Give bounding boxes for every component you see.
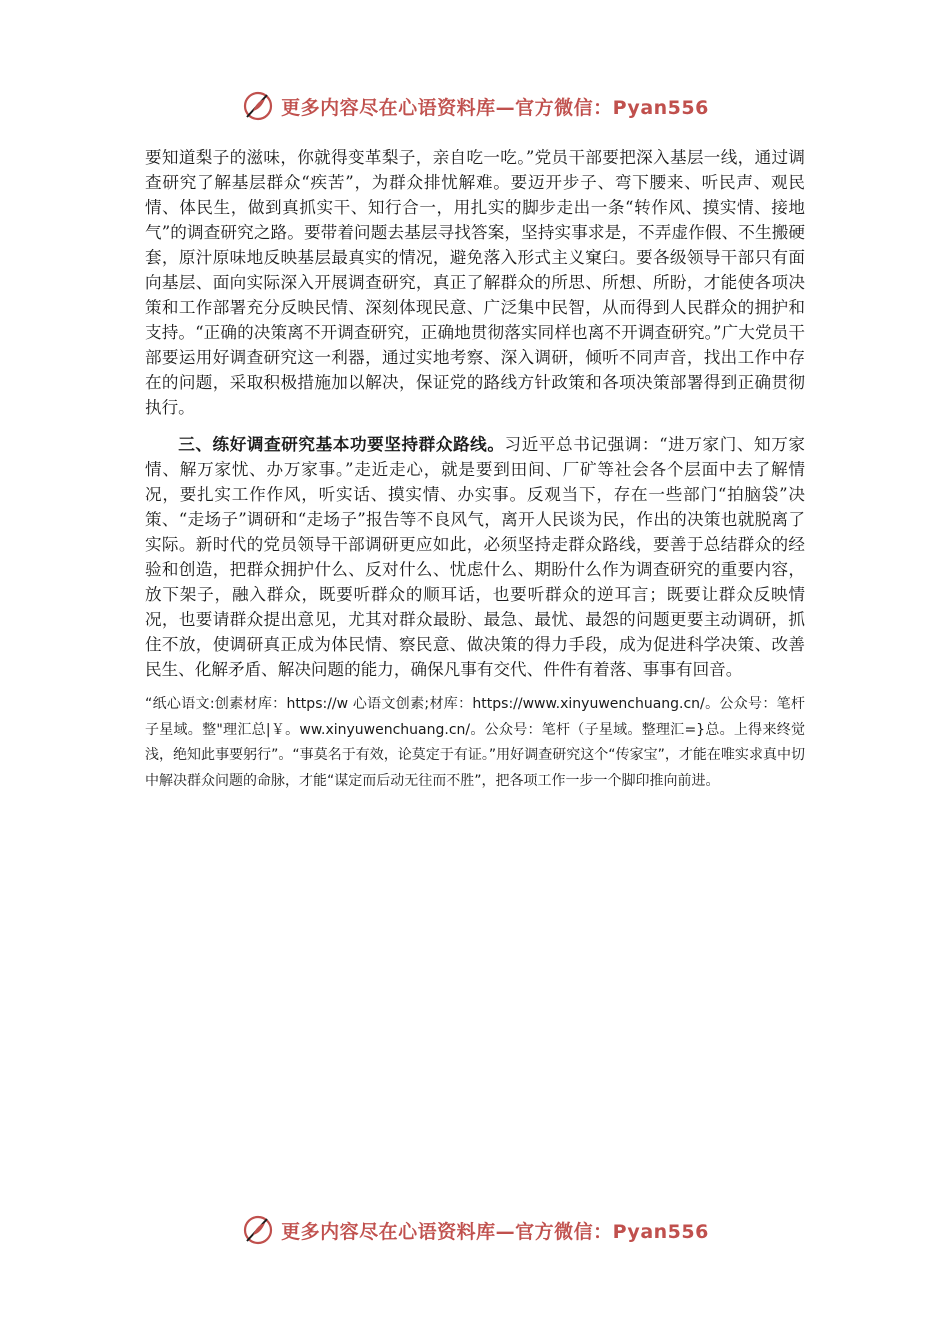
document-body: [145, 145, 805, 794]
source-note: “纸心语文:创素材库：https://w 心语文创素;材库：https://www.xinyuwenchuang.cn/。公众号：笔杆子星域。整"理汇总|￥。ww.xinyuwenchuang.cn/。公众号：笔杆（子星域。整理汇=}总。上得来终觉浅，绝知此事要躬行”。“事莫名于有效，论莫定于有证。”用好调查研究这个“传家宝”，才能在唯实求真中切中解决群众问题的命脉，才能“谋定而后动无往而不胜”，把各项工作一步一个脚印推向前进。: [145, 696, 805, 789]
feather-logo-icon: [241, 1213, 275, 1247]
section-heading: 三、练好调查研究基本功要坚持群众路线。: [178, 435, 505, 454]
paragraph-2: [145, 432, 805, 682]
banner-text: 更多内容尽在心语资料库—官方微信：Pyan556: [281, 96, 709, 119]
paragraph-1: 要知道梨子的滋味，你就得变革梨子，亲自吃一吃。”党员干部要把深入基层一线，通过调查研究了解基层群众“疾苦”，为群众排忧解难。要迈开步子、弯下腰来、听民声、观民情、体民生，做到真抓实干、知行合一，用扎实的脚步走出一条“转作风、摸实情、接地气”的调查研究之路。要带着问题去基层寻找答案，坚持实事求是，不弄虚作假、不生搬硬套，原汁原味地反映基层最真实的情况，避免落入形式主义窠臼。要各级领导干部只有面向基层、面向实际深入开展调查研究，真正了解群众的所思、所想、所盼，才能使各项决策和工作部署充分反映民情、深刻体现民意、广泛集中民智，从而得到人民群众的拥护和支持。“正确的决策离不开调查研究，正确地贯彻落实同样也离不开调查研究。”广大党员干部要运用好调查研究这一利器，通过实地考察、深入调研，倾听不同声音，找出工作中存在的问题，采取积极措施加以解决，保证党的路线方针政策和各项决策部署得到正确贯彻执行。: [145, 148, 805, 417]
banner-text: 更多内容尽在心语资料库—官方微信：Pyan556: [281, 1220, 709, 1243]
paragraph-2-text: 习近平总书记强调：“进万家门、知万家情、解万家忧、办万家事。”走近走心，就是要到田间、厂矿等社会各个层面中去了解情况，要扎实工作作风，听实话、摸实情、办实事。反观当下，存在一些部门“拍脑袋”决策、“走场子”调研和“走场子”报告等不良风气，离开人民谈为民，作出的决策也就脱离了实际。新时代的党员领导干部调研更应如此，必须坚持走群众路线，要善于总结群众的经验和创造，把群众拥护什么、反对什么、忧虑什么、期盼什么作为调查研究的重要内容，放下架子，融入群众，既要听群众的顺耳话，也要听群众的逆耳言；既要让群众反映情况，也要请群众提出意见，尤其对群众最盼、最急、最忧、最怨的问题更要主动调研，抓住不放，使调研真正成为体民情、察民意、做决策的得力手段，成为促进科学决策、改善民生、化解矛盾、解决问题的能力，确保凡事有交代、件件有着落、事事有回音。: [145, 435, 806, 679]
header-banner: [0, 88, 950, 124]
footer-banner: [0, 1212, 950, 1248]
feather-logo-icon: [241, 89, 275, 123]
